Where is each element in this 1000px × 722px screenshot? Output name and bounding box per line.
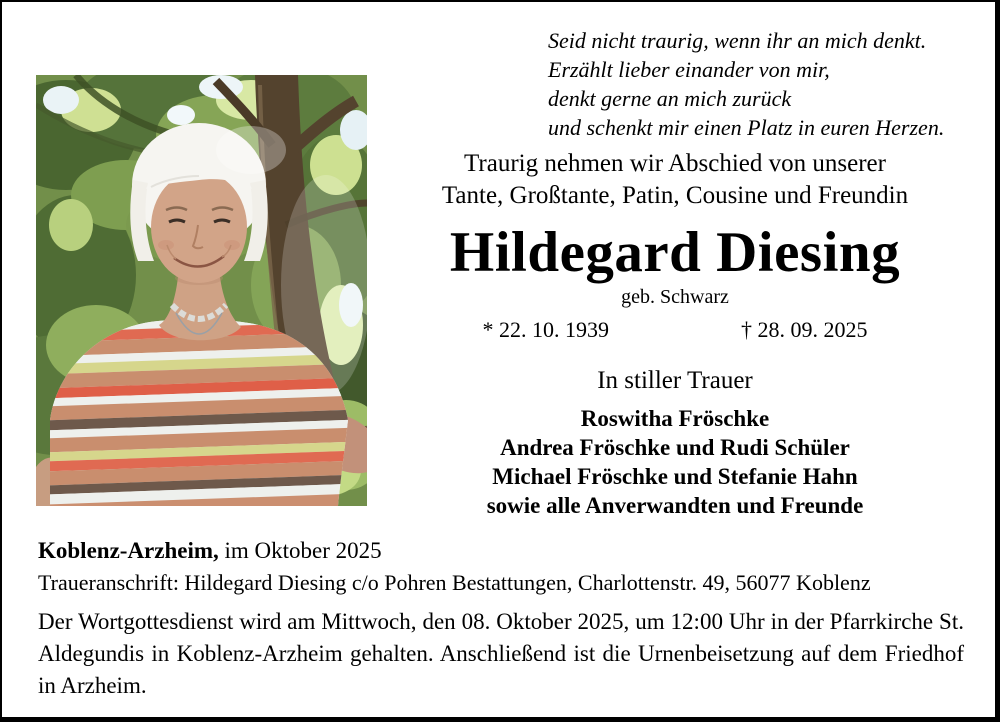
mourning-address-line: Traueranschrift: Hildegard Diesing c/o Pohren Bestattungen, Charlottenstr. 49, 56077 Koblenz <box>38 570 871 595</box>
deceased-name: Hildegard Diesing <box>449 221 901 284</box>
memorial-poem <box>548 26 944 142</box>
service-announcement: Der Wortgottesdienst wird am Mittwoch, den 08. Oktober 2025, um 12:00 Uhr in der Pfarrkirche St. Aldegundis in Koblenz-Arzheim gehalten. Anschließend ist die Urnenbeisetzung auf dem Friedhof in Arzheim. <box>38 609 964 698</box>
poem-line: denkt gerne an mich zurück <box>548 86 792 111</box>
birth-date: * 22. 10. 1939 <box>482 317 609 342</box>
poem-line: und schenkt mir einen Platz in euren Herzen. <box>548 115 945 140</box>
place-date-line <box>38 538 382 564</box>
farewell-intro-line-1: Traurig nehmen wir Abschied von unserer <box>464 150 886 177</box>
place-name: Koblenz-Arzheim, <box>38 538 219 563</box>
mourner-line: Andrea Fröschke und Rudi Schüler <box>500 435 850 460</box>
poem-line: Erzählt lieber einander von mir, <box>548 57 830 82</box>
mourner-line: Michael Fröschke und Stefanie Hahn <box>492 464 858 489</box>
mourner-line: sowie alle Anverwandten und Freunde <box>486 493 864 518</box>
maiden-name: geb. Schwarz <box>621 286 729 308</box>
mourning-heading: In stiller Trauer <box>597 367 753 394</box>
poem-line: Seid nicht traurig, wenn ihr an mich denkt. <box>548 28 927 53</box>
date-text: im Oktober 2025 <box>224 538 382 563</box>
memorial-block <box>375 148 975 520</box>
farewell-intro <box>375 148 975 212</box>
death-date: † 28. 09. 2025 <box>741 317 868 342</box>
life-dates <box>483 317 868 343</box>
mourner-line: Roswitha Fröschke <box>580 406 770 431</box>
mourner-names <box>375 404 975 520</box>
farewell-intro-line-2: Tante, Großtante, Patin, Cousine und Freundin <box>441 182 909 209</box>
portrait-photo-illustration <box>36 75 367 506</box>
portrait-photo <box>36 75 367 506</box>
